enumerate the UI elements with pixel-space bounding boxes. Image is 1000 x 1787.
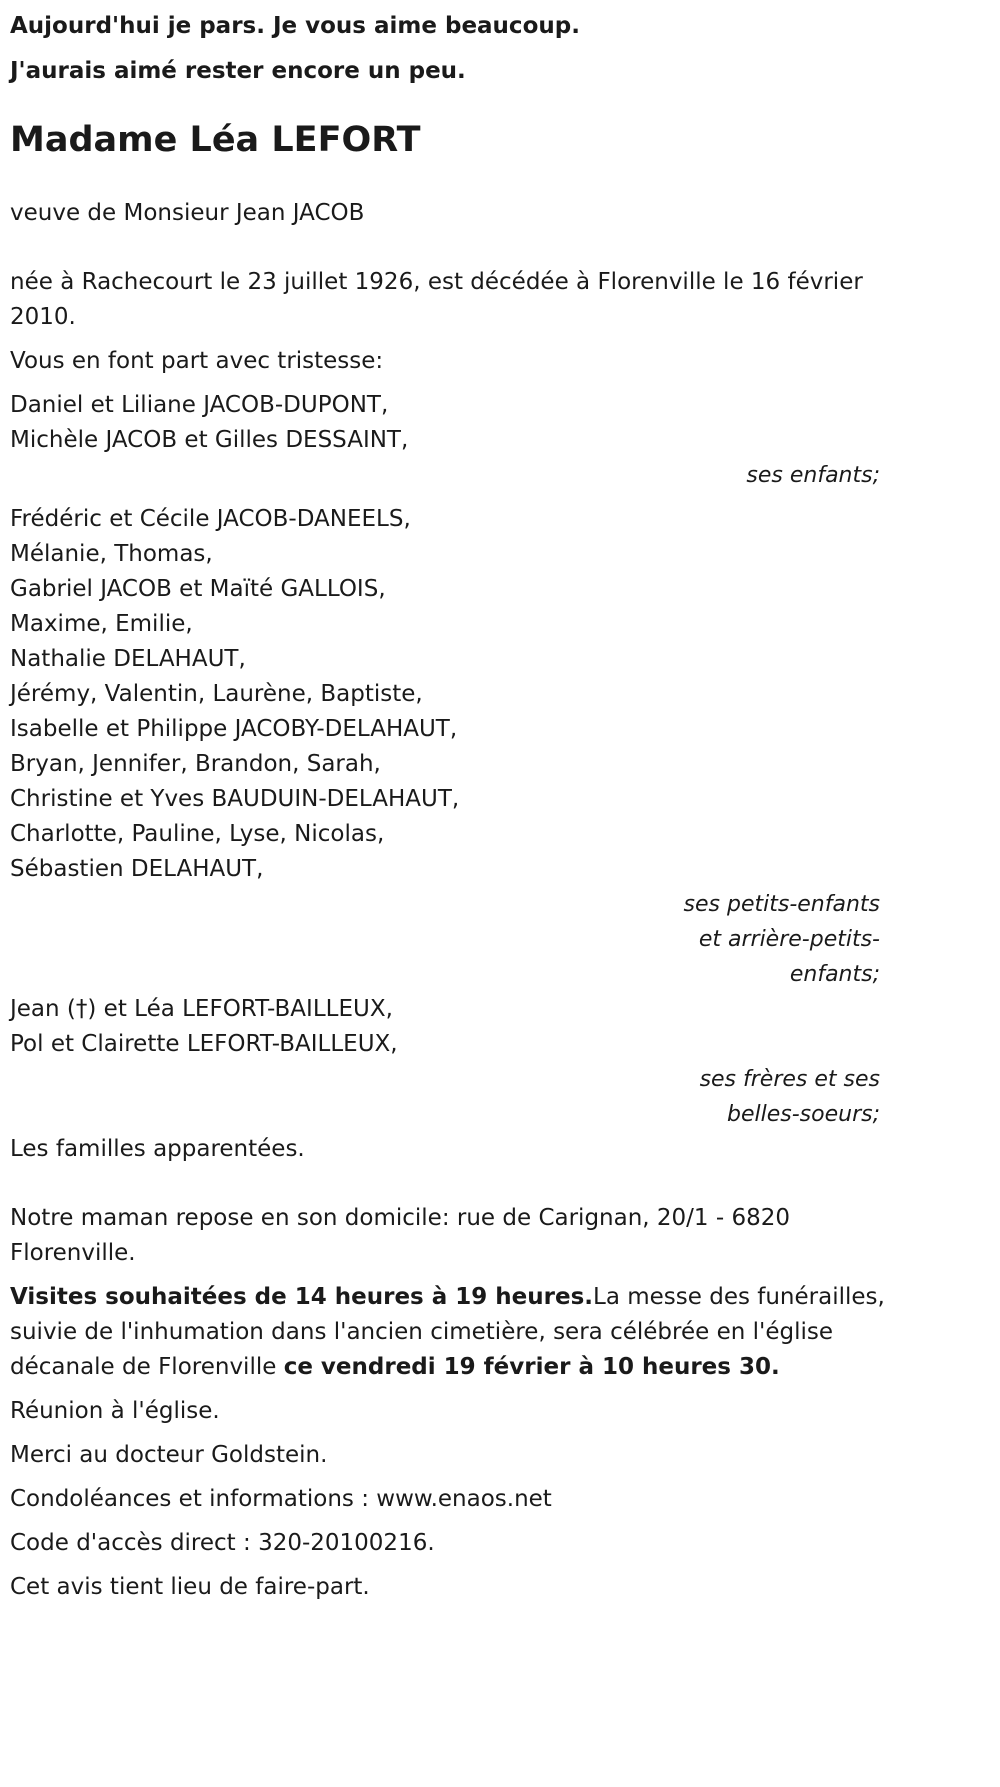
intro-text: Vous en font part avec tristesse:: [10, 348, 384, 374]
grandchild-line: Sébastien DELAHAUT,: [10, 856, 264, 882]
sibling-line: Jean (†) et Léa LEFORT-BAILLEUX,: [10, 996, 393, 1022]
mass-date: ce vendredi 19 février à 10 heures 30.: [283, 1354, 780, 1380]
children-relation: ses enfants;: [746, 463, 880, 488]
access-code: Code d'accès direct : 320-20100216.: [10, 1530, 435, 1556]
deceased-name: Madame Léa LEFORT: [10, 120, 421, 160]
mass-text: La messe des funérailles, suivie de l'inhumation dans l'ancien cimetière, sera célébrée en l'église décanale de Florenville: [10, 1284, 885, 1380]
siblings-block: [10, 992, 890, 1132]
grandchildren-relation: [10, 887, 880, 992]
grandchild-line: Mélanie, Thomas,: [10, 541, 213, 567]
siblings-relation-line: belles-soeurs;: [727, 1102, 880, 1127]
obituary-notice: [0, 4, 890, 1605]
epigraph-line-1: Aujourd'hui je pars. Je vous aime beaucoup.: [10, 13, 580, 39]
sibling-line: Pol et Clairette LEFORT-BAILLEUX,: [10, 1031, 398, 1057]
notice-text: Cet avis tient lieu de faire-part.: [10, 1574, 370, 1600]
condolences-text: Condoléances et informations : www.enaos.net: [10, 1486, 552, 1512]
grandchild-line: Charlotte, Pauline, Lyse, Nicolas,: [10, 821, 385, 847]
meeting-text: Réunion à l'église.: [10, 1398, 220, 1424]
child-line: Daniel et Liliane JACOB-DUPONT,: [10, 392, 389, 418]
child-line: Michèle JACOB et Gilles DESSAINT,: [10, 427, 409, 453]
grandchild-line: Maxime, Emilie,: [10, 611, 193, 637]
grandchild-line: Frédéric et Cécile JACOB-DANEELS,: [10, 506, 411, 532]
siblings-relation: [10, 1062, 880, 1132]
grandchild-line: Christine et Yves BAUDUIN-DELAHAUT,: [10, 786, 460, 812]
epigraph: [10, 4, 890, 94]
grandchildren-relation-line: ses petits-enfants: [683, 892, 880, 917]
grandchildren-relation-line: et arrière-petits-: [698, 927, 880, 952]
grandchildren-block: [10, 502, 890, 992]
birth-death: née à Rachecourt le 23 juillet 1926, est décédée à Florenville le 16 février 2010.: [10, 269, 863, 330]
widow-of: veuve de Monsieur Jean JACOB: [10, 200, 365, 226]
siblings-relation-line: ses frères et ses: [699, 1067, 880, 1092]
grandchild-line: Isabelle et Philippe JACOBY-DELAHAUT,: [10, 716, 458, 742]
grandchild-line: Jérémy, Valentin, Laurène, Baptiste,: [10, 681, 423, 707]
grandchild-line: Gabriel JACOB et Maïté GALLOIS,: [10, 576, 386, 602]
grandchild-line: Bryan, Jennifer, Brandon, Sarah,: [10, 751, 381, 777]
grandchildren-relation-line: enfants;: [789, 962, 880, 987]
funeral-details: [10, 1280, 890, 1385]
families-text: Les familles apparentées.: [10, 1136, 305, 1162]
epigraph-line-2: J'aurais aimé rester encore un peu.: [10, 58, 466, 84]
grandchild-line: Nathalie DELAHAUT,: [10, 646, 246, 672]
rest-location: Notre maman repose en son domicile: rue de Carignan, 20/1 - 6820 Florenville.: [10, 1205, 791, 1266]
children-block: [10, 388, 890, 493]
thanks-text: Merci au docteur Goldstein.: [10, 1442, 328, 1468]
visits-hours: Visites souhaitées de 14 heures à 19 heures.: [10, 1284, 594, 1310]
